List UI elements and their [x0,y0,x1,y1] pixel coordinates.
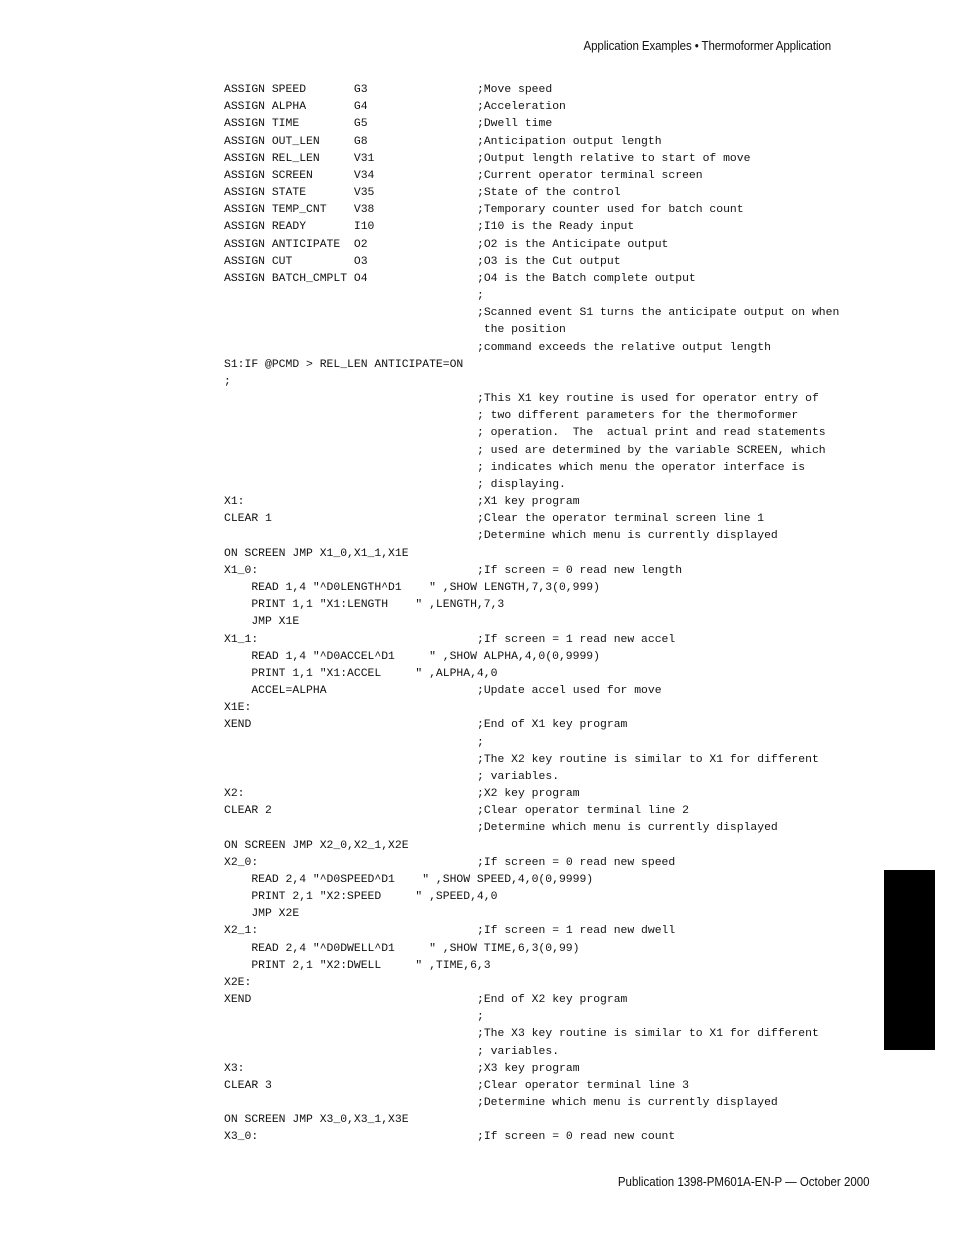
code-statement: PRINT 2,1 "X2:SPEED " ,SPEED,4,0 [224,891,498,904]
code-statement: ON SCREEN JMP X2_0,X2_1,X2E [224,839,409,852]
code-statement: X2_1: [224,925,259,938]
code-statement: ACCEL=ALPHA [224,685,327,698]
code-comment: ;End of X2 key program [477,994,628,1007]
code-statement: X2: [224,788,245,801]
code-statement: X1_1: [224,633,259,646]
code-statement: ASSIGN TIME G5 [224,118,368,131]
code-comment: the position [477,324,566,337]
code-statement: ASSIGN STATE V35 [224,187,375,200]
code-comment: ; [477,290,484,303]
code-comment: ; two different parameters for the thermoformer [477,410,799,423]
code-statement: ASSIGN READY I10 [224,221,375,234]
code-statement: ASSIGN REL_LEN V31 [224,152,375,165]
code-comment: ; [477,1011,484,1024]
code-statement: READ 1,4 "^D0LENGTH^D1 " ,SHOW LENGTH,7,3(0,999) [224,581,600,594]
code-statement: PRINT 1,1 "X1:LENGTH " ,LENGTH,7,3 [224,599,505,612]
code-statement: X1E: [224,702,252,715]
code-comment: ; operation. The actual print and read statements [477,427,826,440]
code-statement: READ 2,4 "^D0DWELL^D1 " ,SHOW TIME,6,3(0,99) [224,942,580,955]
code-comment: ;Dwell time [477,118,553,131]
code-comment: ;If screen = 0 read new count [477,1131,676,1144]
code-statement: JMP X2E [224,908,300,921]
code-comment: ;Determine which menu is currently displayed [477,530,778,543]
code-statement: PRINT 2,1 "X2:DWELL " ,TIME,6,3 [224,959,491,972]
code-comment: ;O2 is the Anticipate output [477,238,669,251]
code-comment: ;Clear operator terminal line 3 [477,1079,689,1092]
code-comment: ;Anticipation output length [477,135,662,148]
code-comment: ;command exceeds the relative output length [477,341,771,354]
code-comment: ; [477,736,484,749]
code-comment: ;Output length relative to start of move [477,152,751,165]
code-statement: CLEAR 2 [224,805,272,818]
code-statement: READ 2,4 "^D0SPEED^D1 " ,SHOW SPEED,4,0(0,9999) [224,873,594,886]
code-comment: ;X2 key program [477,788,580,801]
code-statement: ON SCREEN JMP X1_0,X1_1,X1E [224,547,409,560]
code-comment: ;Current operator terminal screen [477,169,703,182]
code-statement: ASSIGN OUT_LEN G8 [224,135,368,148]
code-statement: S1:IF @PCMD > REL_LEN ANTICIPATE=ON [224,358,464,371]
code-comment: ;O4 is the Batch complete output [477,272,696,285]
code-comment: ;Determine which menu is currently displayed [477,822,778,835]
code-comment: ;Move speed [477,84,553,96]
code-statement: CLEAR 1 [224,513,272,526]
code-comment: ;The X3 key routine is similar to X1 for different [477,1028,819,1041]
code-comment: ;If screen = 1 read new accel [477,633,676,646]
code-comment: ;If screen = 0 read new length [477,564,683,577]
code-comment: ;X3 key program [477,1062,580,1075]
code-statement: X3: [224,1062,245,1075]
code-comment: ; displaying. [477,478,566,491]
code-statement: PRINT 1,1 "X1:ACCEL " ,ALPHA,4,0 [224,667,498,680]
code-comment: ;Clear the operator terminal screen line 1 [477,513,765,526]
code-comment: ;I10 is the Ready input [477,221,635,234]
running-header: Application Examples • Thermoformer Application [583,39,831,53]
code-statement: READ 1,4 "^D0ACCEL^D1 " ,SHOW ALPHA,4,0(0,9999) [224,650,600,663]
code-statement: ON SCREEN JMP X3_0,X3_1,X3E [224,1114,409,1127]
code-comment: ;Clear operator terminal line 2 [477,805,689,818]
section-tab-marker [884,870,935,1050]
code-statement: X1: [224,496,245,509]
code-statement: ; [224,375,231,388]
code-statement: XEND [224,994,252,1007]
code-comment: ;The X2 key routine is similar to X1 for different [477,753,819,766]
code-statement: XEND [224,719,252,732]
code-comment: ; variables. [477,1045,560,1058]
code-comment: ;Temporary counter used for batch count [477,204,744,217]
code-comment: ;Scanned event S1 turns the anticipate output on when [477,307,840,320]
code-statement: X1_0: [224,564,259,577]
code-statement: X3_0: [224,1131,259,1144]
code-statement: ASSIGN CUT O3 [224,255,368,268]
code-statement: X2_0: [224,856,259,869]
code-comment: ; indicates which menu the operator interface is [477,461,806,474]
code-statement: ASSIGN ANTICIPATE O2 [224,238,368,251]
code-comment: ;X1 key program [477,496,580,509]
code-comment: ;Update accel used for move [477,685,662,698]
code-statement: ASSIGN TEMP_CNT V38 [224,204,375,217]
publication-footer: Publication 1398-PM601A-EN-P — October 2000 [618,1175,870,1189]
code-comment: ;If screen = 1 read new dwell [477,925,676,938]
code-statement: ASSIGN BATCH_CMPLT O4 [224,272,368,285]
code-comment: ;Determine which menu is currently displayed [477,1097,778,1110]
code-comment: ;O3 is the Cut output [477,255,621,268]
code-statement: ASSIGN ALPHA G4 [224,101,368,114]
code-comment: ;Acceleration [477,101,566,114]
code-comment: ;End of X1 key program [477,719,628,732]
code-statement: CLEAR 3 [224,1079,272,1092]
code-comment: ;State of the control [477,187,621,200]
code-statement: JMP X1E [224,616,300,629]
code-comment: ; used are determined by the variable SCREEN, which [477,444,826,457]
code-comment: ;If screen = 0 read new speed [477,856,676,869]
code-statement: ASSIGN SPEED G3 [224,84,368,96]
code-statement: ASSIGN SCREEN V34 [224,169,375,182]
code-comment: ;This X1 key routine is used for operator entry of [477,393,819,406]
code-comment: ; variables. [477,770,560,783]
code-statement: X2E: [224,976,252,989]
